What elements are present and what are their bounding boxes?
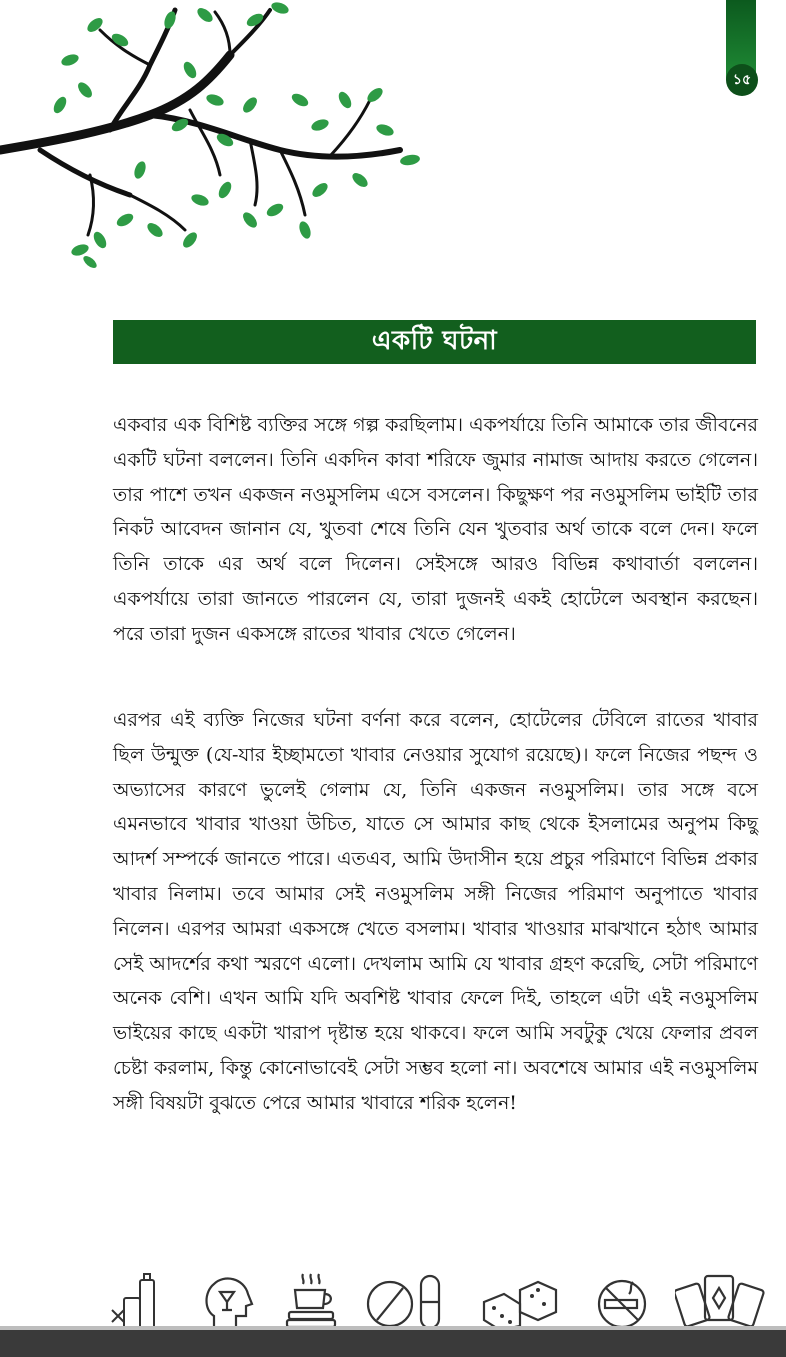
section-title: একটি ঘটনা — [113, 320, 756, 364]
page-number: ১৫ — [726, 64, 758, 96]
dice-icon — [480, 1272, 560, 1332]
paragraph-1: একবার এক বিশিষ্ট ব্যক্তির সঙ্গে গল্প করছিলাম। একপর্যায়ে তিনি আমাকে তার জীবনের একটি ঘটনা বললেন। তিনি একদিন কাবা শরিফে জুমার নামাজ আদায় করতে গেলেন। তার পাশে তখন একজন নওমুসলিম এসে বসলেন। কিছুক্ষণ পর নওমুসলিম ভাইটি তার নিকট আবেদন জানান যে, খুতবা শেষে তিনি যেন খুতবার অর্থ তাকে বলে দেন। ফলে তিনি তাকে এর অর্থ বলে দিলেন। সেইসঙ্গে আরও বিভিন্ন কথাবার্তা বললেন। একপর্যায়ে তারা জানতে পারলেন যে, তারা দুজনই একই হোটেলে অবস্থান করছেন। পরে তারা দুজন একসঙ্গে রাতের খাবার খেতে গেলেন। — [113, 414, 758, 645]
paragraph-2: এরপর এই ব্যক্তি নিজের ঘটনা বর্ণনা করে বলেন, হোটেলের টেবিলে রাতের খাবার ছিল উন্মুক্ত (যে-যার ইচ্ছামতো খাবার নেওয়ার সুযোগ রয়েছে)। ফলে নিজের পছন্দ ও অভ্যাসের কারণে ভুলেই গেলাম যে, তিনি একজন নওমুসলিম। তার সঙ্গে বসে এমনভাবে খাবার খাওয়া উচিত, যাতে সে আমার কাছ থেকে ইসলামের অনুপম কিছু আদর্শ সম্পর্কে জানতে পারে। এতএব, আমি উদাসীন হয়ে প্রচুর পরিমাণে বিভিন্ন প্রকার খাবার নিলাম। তবে আমার সেই নওমুসলিম সঙ্গী নিজের পরিমাণ অনুপাতে খাবার নিলেন। এরপর আমরা একসঙ্গে খেতে বসলাম। খাবার খাওয়ার মাঝখানে হঠাৎ আমার সেই আদর্শের কথা স্মরণে এলো। দেখলাম আমি যে খাবার গ্রহণ করেছি, সেটা পরিমাণে অনেক বেশি। এখন আমি যদি অবশিষ্ট খাবার ফেলে দিই, তাহলে এটা এই নওমুসলিম ভাইয়ের কাছে একটা খারাপ দৃষ্টান্ত হয়ে থাকবে। ফলে আমি সবটুকু খেয়ে ফেলার প্রবল চেষ্টা করলাম, কিন্তু কোনোভাবেই সেটা সম্ভব হলো না। অবশেষে আমার এই নওমুসলিম সঙ্গী বিষয়টা বুঝতে পেরে আমার খাবারে শরিক হলেন! — [113, 709, 758, 1114]
bottles-icon — [110, 1272, 165, 1332]
no-smoking-icon — [595, 1272, 650, 1332]
coffee-cup-books-icon — [285, 1272, 340, 1332]
footer-bar — [0, 1330, 786, 1357]
head-with-glass-icon — [200, 1272, 255, 1332]
pill-capsule-icon — [365, 1272, 445, 1332]
playing-cards-icon — [675, 1272, 765, 1332]
footer-icon-row — [100, 1272, 780, 1334]
tree-branch-decoration — [0, 0, 430, 275]
